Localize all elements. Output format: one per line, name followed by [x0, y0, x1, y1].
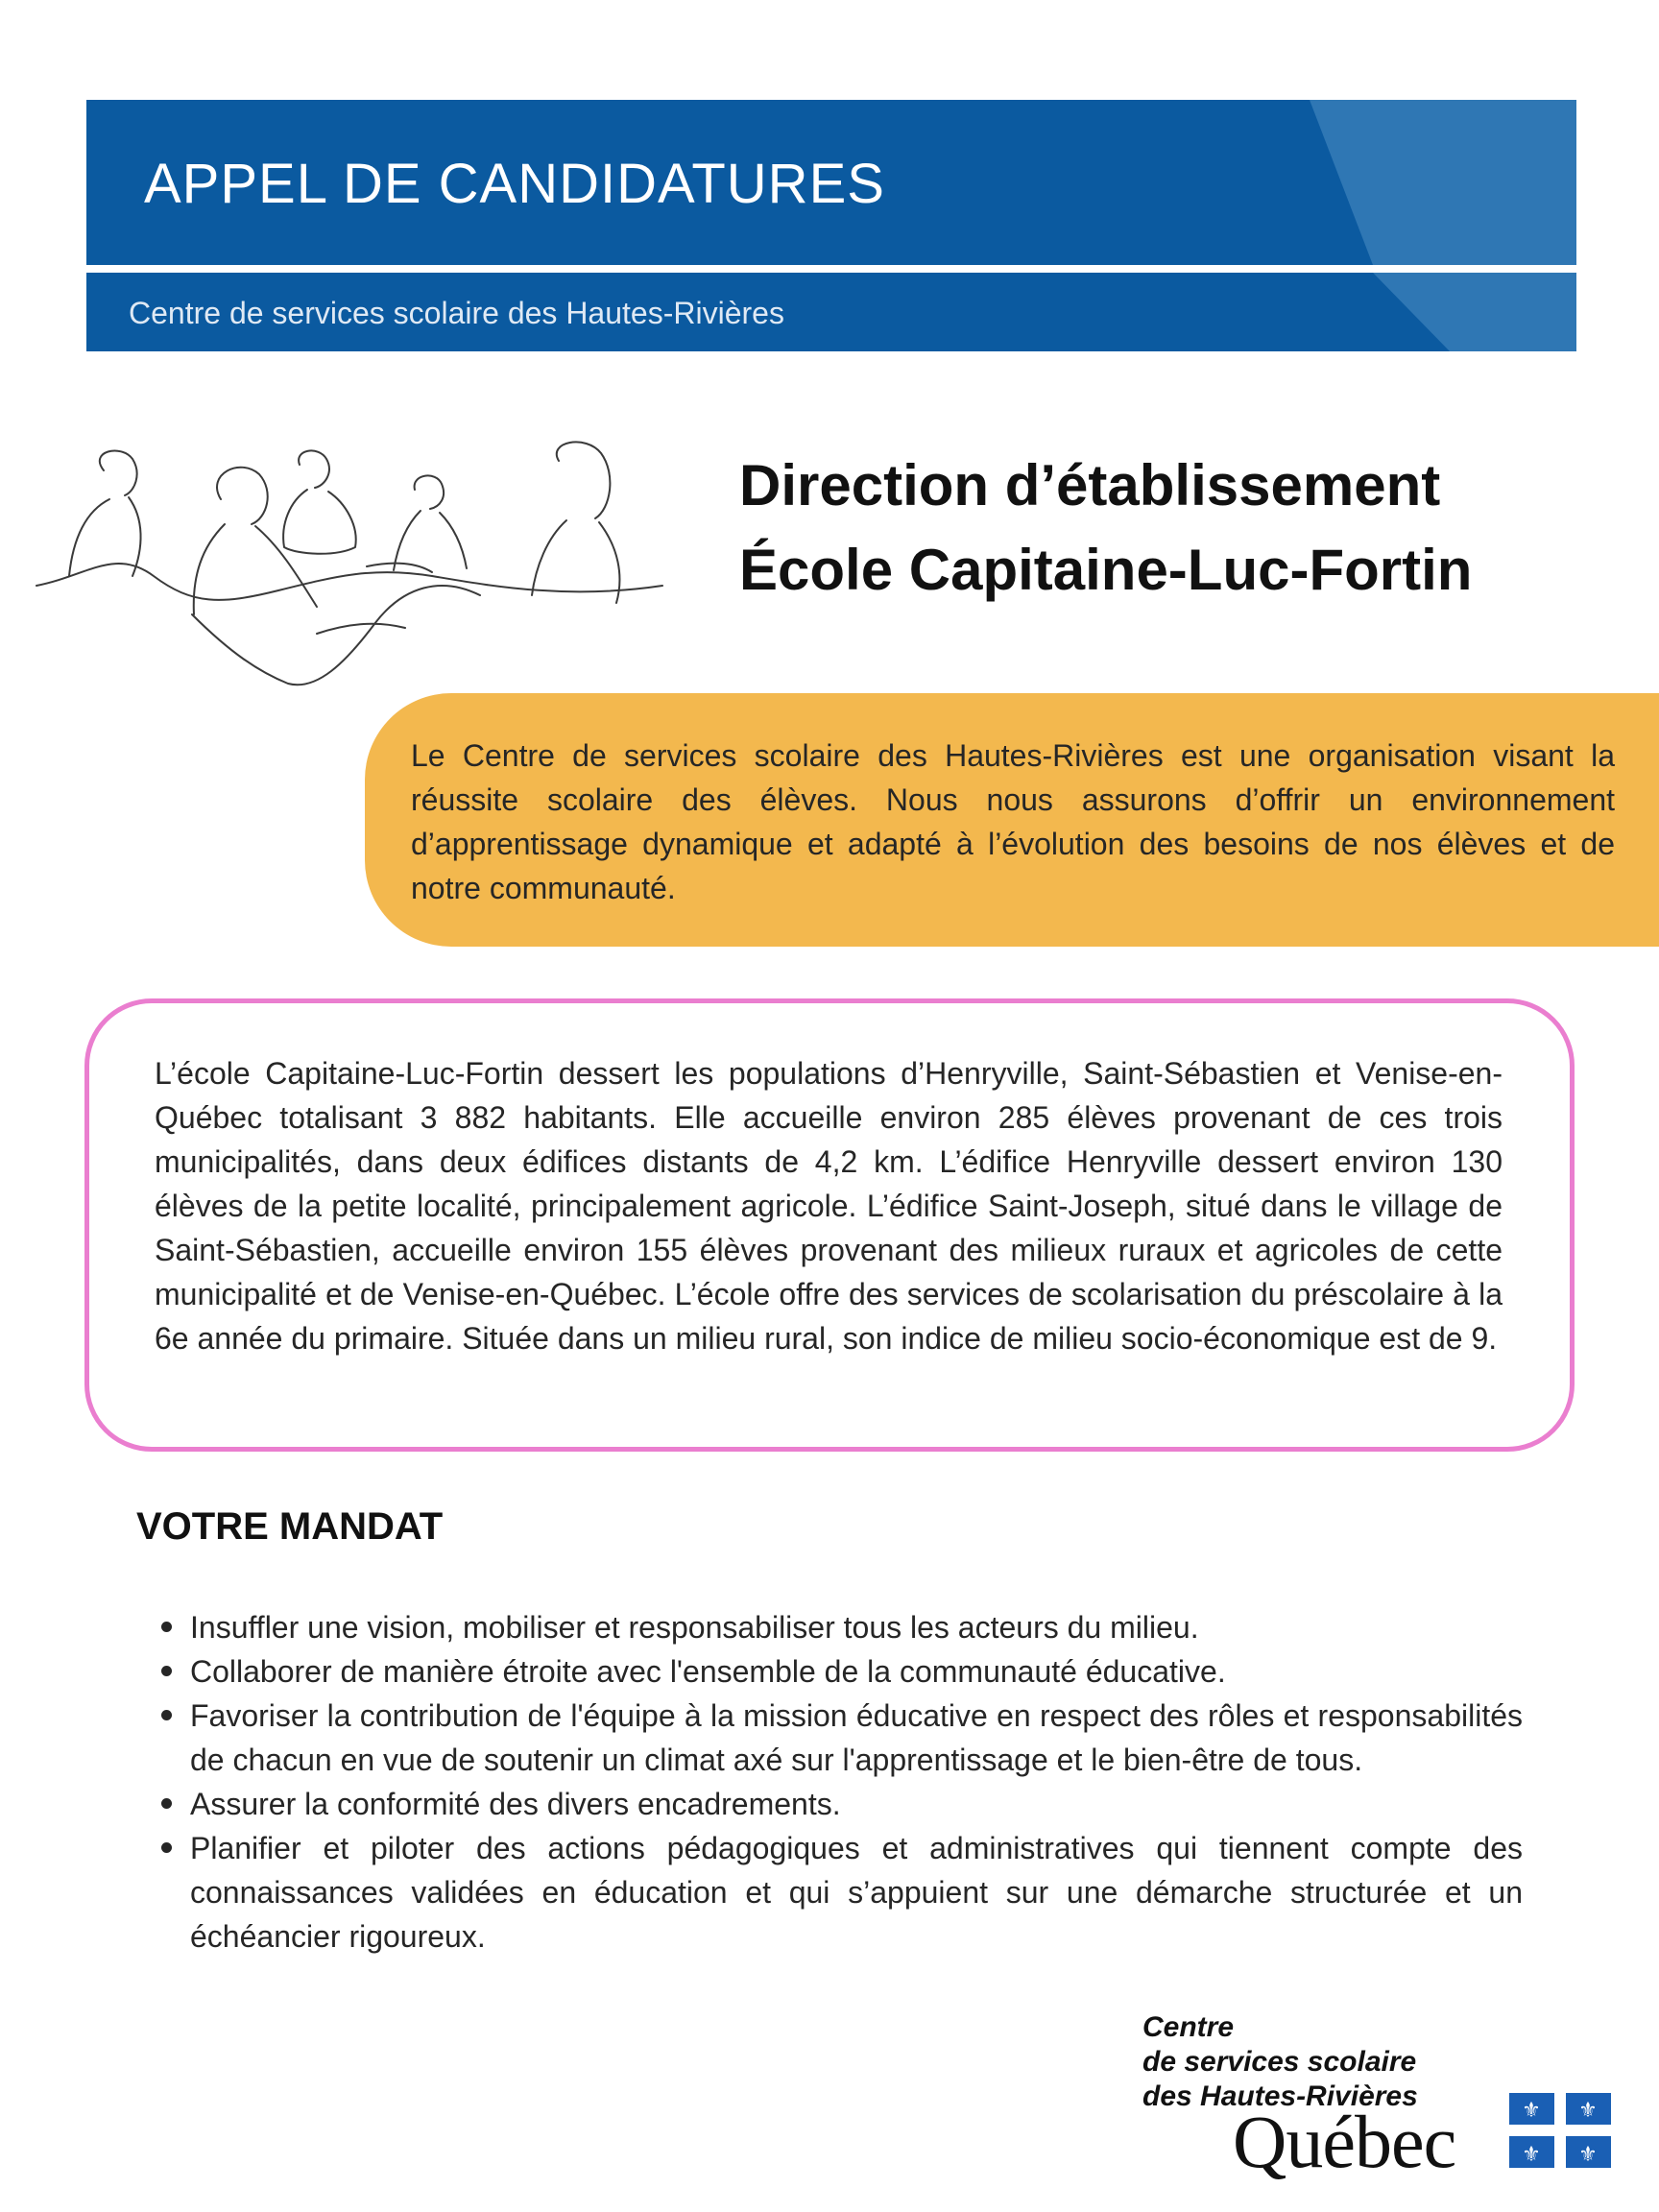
school-description-box — [84, 998, 1575, 1452]
quebec-flag-icon — [1509, 2093, 1611, 2168]
bullet-icon — [161, 1666, 172, 1676]
header-subbanner-accent — [1286, 273, 1576, 351]
bullet-icon — [161, 1842, 172, 1853]
job-title-school: École Capitaine-Luc-Fortin — [739, 538, 1473, 602]
quebec-government-wordmark: Québec — [1233, 2100, 1456, 2183]
job-title — [739, 444, 1603, 613]
group-meeting-illustration-icon — [29, 432, 682, 701]
mandate-item — [190, 1605, 1523, 1649]
mandate-item — [190, 1826, 1523, 1959]
svg-text:⚜: ⚜ — [1578, 2143, 1598, 2167]
banner-divider — [86, 265, 1576, 273]
organization-intro-box — [365, 693, 1659, 947]
mandate-item — [190, 1649, 1523, 1694]
job-title-position: Direction d’établissement — [739, 453, 1441, 517]
mandate-heading: VOTRE MANDAT — [136, 1505, 444, 1548]
mandate-item-text: Favoriser la contribution de l'équipe à la mission éducative en respect des rôles et responsabilités de chacun en vue de soutenir un climat axé sur l'apprentissage et le bien-être de tous. — [190, 1698, 1523, 1777]
bullet-icon — [161, 1710, 172, 1720]
organization-logo-line: de services scolaire — [1142, 2046, 1417, 2078]
mandate-item-text: Collaborer de manière étroite avec l'ensemble de la communauté éducative. — [190, 1654, 1226, 1689]
bullet-icon — [161, 1622, 172, 1632]
bullet-icon — [161, 1798, 172, 1809]
svg-text:⚜: ⚜ — [1522, 2099, 1541, 2123]
mandate-item — [190, 1782, 1523, 1826]
school-description-text: L’école Capitaine-Luc-Fortin dessert les populations d’Henryville, Saint-Sébastien et Venise-en-Québec totalisant 3 882 habitants. Elle accueille environ 285 élèves provenant de ces trois municipalités, dans deux édifices distants de 4,2 km. L’édifice Henryville dessert environ 130 élèves de la petite localité, principalement agricole. L’édifice Saint-Joseph, situé dans le village de Saint-Sébastien, accueille environ 155 élèves provenant des milieux ruraux et agricoles de cette municipalité et de Venise-en-Québec. L’école offre des services de scolarisation du préscolaire à la 6e année du primaire. Située dans un milieu rural, son indice de milieu socio-économique est de 9. — [155, 1056, 1503, 1356]
mandate-item-text: Insuffler une vision, mobiliser et responsabiliser tous les acteurs du milieu. — [190, 1610, 1199, 1645]
svg-text:⚜: ⚜ — [1578, 2099, 1598, 2123]
organization-intro-text: Le Centre de services scolaire des Hautes-Rivières est une organisation visant la réussite scolaire des élèves. Nous nous assurons d’offrir un environnement d’apprentissage dynamique et adapté à l’évolution des besoins de nos élèves et de notre communauté. — [411, 738, 1615, 905]
svg-text:⚜: ⚜ — [1522, 2143, 1541, 2167]
page-title: APPEL DE CANDIDATURES — [144, 153, 885, 215]
mandate-item — [190, 1694, 1523, 1782]
header-subbanner — [86, 273, 1576, 351]
header-banner-accent — [1286, 100, 1576, 265]
organization-logo-line: Centre — [1142, 2011, 1235, 2043]
mandate-item-text: Assurer la conformité des divers encadrements. — [190, 1787, 841, 1821]
organization-subtitle: Centre de services scolaire des Hautes-Rivières — [129, 296, 784, 330]
mandate-list — [190, 1605, 1523, 1959]
header-banner — [86, 100, 1576, 265]
mandate-item-text: Planifier et piloter des actions pédagogiques et administratives qui tiennent compte des connaissances validées en éducation et qui s’appuient sur une démarche structurée et un échéancier rigoureux. — [190, 1831, 1523, 1954]
organization-logo-line: des Hautes-Rivières — [1142, 2080, 1418, 2112]
